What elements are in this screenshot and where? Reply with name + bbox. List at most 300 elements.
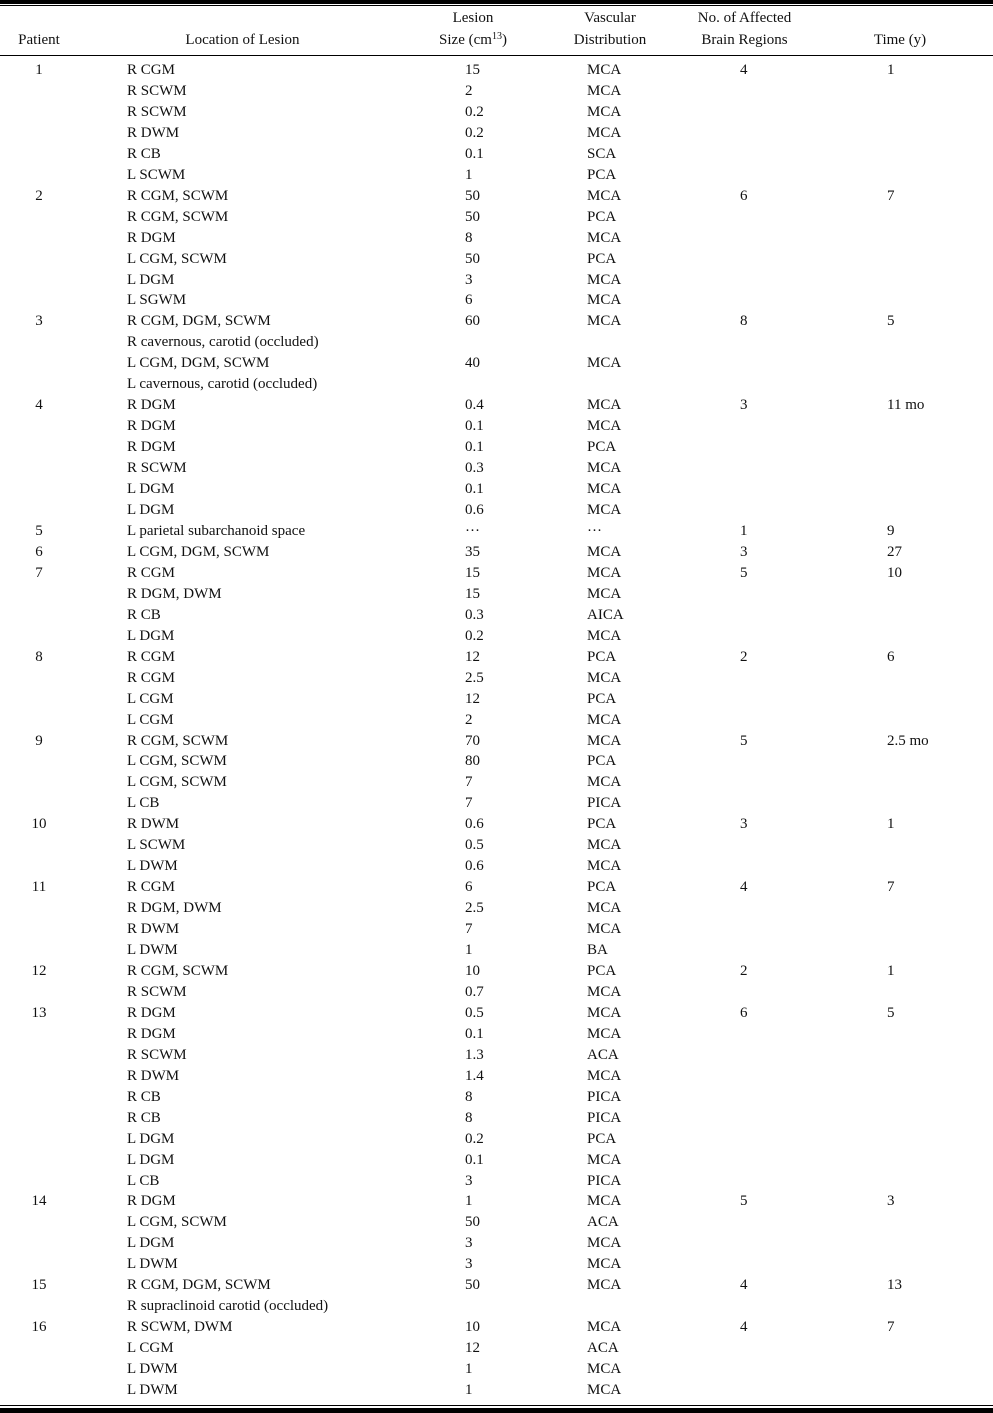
lesion-size-cell: 10 — [465, 962, 480, 979]
vascular-distribution-cell: MCA — [587, 837, 622, 854]
lesion-size-cell: 40 — [465, 355, 480, 372]
lesion-size-cell: 0.1 — [465, 1025, 484, 1042]
patient-cell: 11 — [31, 879, 47, 896]
lesion-size-cell: 0.1 — [465, 145, 484, 162]
location-cell: R SCWM — [127, 983, 187, 1000]
lesion-size-cell: 60 — [465, 313, 480, 330]
location-cell: R CB — [127, 145, 161, 162]
lesion-size-cell: 0.1 — [465, 418, 484, 435]
lesion-size-cell: 3 — [465, 1172, 473, 1189]
lesion-size-cell: 7 — [465, 774, 473, 791]
location-cell: L CGM — [127, 690, 174, 707]
table-row — [0, 1045, 993, 1066]
vascular-distribution-cell: PICA — [587, 795, 622, 812]
table-row — [0, 1233, 993, 1254]
table-row — [0, 81, 993, 102]
location-cell: R DWM — [127, 1067, 180, 1084]
table-bottom-rule-thick — [0, 1408, 993, 1413]
table-row — [0, 982, 993, 1003]
lesion-size-cell: 0.2 — [465, 627, 484, 644]
patient-cell: 13 — [31, 1004, 47, 1021]
location-cell: R CGM — [127, 62, 175, 78]
affected-regions-cell: 2 — [740, 648, 748, 665]
table-row — [0, 228, 993, 249]
header-location: Location of Lesion — [185, 32, 300, 48]
table-row — [0, 898, 993, 919]
table-row — [0, 605, 993, 626]
time-cell: 2.5 mo — [887, 732, 929, 749]
location-cell: R CGM, SCWM — [127, 187, 229, 204]
lesion-size-cell: 3 — [465, 1235, 473, 1252]
location-cell: R CGM — [127, 564, 175, 581]
affected-regions-cell: 1 — [740, 522, 748, 539]
patient-cell: 10 — [31, 816, 47, 833]
table-bottom-rule-thin — [0, 1405, 993, 1406]
vascular-distribution-cell: ACA — [587, 1340, 619, 1357]
table-row — [0, 940, 993, 961]
affected-regions-cell: 3 — [740, 816, 748, 833]
vascular-distribution-cell: PCA — [587, 962, 617, 979]
patient-cell: 1 — [35, 62, 43, 78]
lesion-size-cell: 1.4 — [465, 1067, 484, 1084]
vascular-distribution-cell: SCA — [587, 145, 617, 162]
vascular-distribution-cell: MCA — [587, 229, 622, 246]
vascular-distribution-cell: MCA — [587, 900, 622, 917]
table-row — [0, 710, 993, 731]
table-row — [0, 1359, 993, 1380]
affected-regions-cell: 8 — [740, 313, 748, 330]
vascular-distribution-cell: MCA — [587, 1067, 622, 1084]
location-cell: L SCWM — [127, 837, 186, 854]
location-cell: R CGM, SCWM — [127, 962, 229, 979]
header-vascular-distribution: Vascular Distribution — [573, 10, 647, 48]
lesion-size-cell: 0.1 — [465, 439, 484, 456]
vascular-distribution-cell: MCA — [587, 313, 622, 330]
location-cell: L parietal subarchanoid space — [127, 522, 306, 539]
table-row — [0, 60, 993, 81]
table-header — [0, 6, 993, 55]
location-cell: R DGM — [127, 439, 176, 456]
table-row — [0, 584, 993, 605]
location-cell: L CGM — [127, 1340, 174, 1357]
lesion-size-cell: 10 — [465, 1319, 480, 1336]
table-row — [0, 458, 993, 479]
table-row — [0, 1191, 993, 1212]
table-row — [0, 1066, 993, 1087]
location-cell: R DGM — [127, 1004, 176, 1021]
vascular-distribution-cell: ··· — [587, 522, 602, 539]
location-cell: L DGM — [127, 502, 175, 519]
header-patient: Patient — [18, 32, 60, 48]
location-cell: R DGM — [127, 1025, 176, 1042]
table-row — [0, 1254, 993, 1275]
vascular-distribution-cell: MCA — [587, 271, 622, 288]
time-cell: 5 — [887, 313, 895, 330]
location-cell: L DWM — [127, 1361, 178, 1378]
table-row — [0, 1380, 993, 1401]
patient-cell: 3 — [35, 313, 43, 330]
lesion-size-cell: 35 — [465, 543, 480, 560]
table-row — [0, 437, 993, 458]
location-cell: L CGM, SCWM — [127, 250, 227, 267]
location-cell: R DGM, DWM — [127, 900, 222, 917]
lesion-size-cell: 7 — [465, 795, 473, 812]
location-cell: R DWM — [127, 124, 180, 141]
location-cell: R DGM — [127, 1193, 176, 1210]
affected-regions-cell: 6 — [740, 187, 748, 204]
table-row — [0, 1296, 993, 1317]
vascular-distribution-cell: PCA — [587, 879, 617, 896]
lesion-size-cell: 50 — [465, 1214, 480, 1231]
lesion-size-cell: 50 — [465, 250, 480, 267]
location-cell: L DGM — [127, 1235, 175, 1252]
table-row — [0, 123, 993, 144]
lesion-size-cell: 0.7 — [465, 983, 484, 1000]
table-row — [0, 1150, 993, 1171]
lesion-size-cell: 0.6 — [465, 502, 484, 519]
affected-regions-cell: 3 — [740, 397, 748, 414]
vascular-distribution-cell: MCA — [587, 732, 622, 749]
patient-cell: 5 — [35, 522, 43, 539]
time-cell: 1 — [887, 816, 895, 833]
vascular-distribution-cell: MCA — [587, 1235, 622, 1252]
lesion-size-cell: 1 — [465, 1382, 473, 1399]
location-cell: R DGM — [127, 229, 176, 246]
location-cell: R CGM, DGM, SCWM — [127, 1277, 271, 1294]
vascular-distribution-cell: MCA — [587, 858, 622, 875]
lesion-size-cell: 0.3 — [465, 460, 484, 477]
table-row — [0, 1129, 993, 1150]
vascular-distribution-cell: MCA — [587, 585, 622, 602]
vascular-distribution-cell: MCA — [587, 774, 622, 791]
table-row — [0, 270, 993, 291]
lesion-size-cell: 15 — [465, 585, 480, 602]
vascular-distribution-cell: MCA — [587, 1256, 622, 1273]
table-row — [0, 1171, 993, 1192]
vascular-distribution-cell: PCA — [587, 250, 617, 267]
affected-regions-cell: 5 — [740, 1193, 748, 1210]
location-cell: L cavernous, carotid (occluded) — [127, 376, 318, 393]
time-cell: 7 — [887, 1319, 895, 1336]
vascular-distribution-cell: MCA — [587, 355, 622, 372]
header-rule — [0, 55, 993, 56]
table-row — [0, 835, 993, 856]
lesion-size-cell: 2 — [465, 82, 473, 99]
affected-regions-cell: 2 — [740, 962, 748, 979]
lesion-size-cell: 15 — [465, 564, 480, 581]
time-cell: 27 — [887, 543, 902, 560]
vascular-distribution-cell: MCA — [587, 124, 622, 141]
vascular-distribution-cell: PCA — [587, 690, 617, 707]
vascular-distribution-cell: AICA — [587, 606, 624, 623]
vascular-distribution-cell: MCA — [587, 1004, 622, 1021]
patient-cell: 16 — [31, 1319, 47, 1336]
table-row — [0, 374, 993, 395]
vascular-distribution-cell: MCA — [587, 292, 622, 309]
affected-regions-cell: 4 — [740, 1277, 748, 1294]
lesion-size-cell: 1 — [465, 1193, 473, 1210]
table-row — [0, 793, 993, 814]
location-cell: L DGM — [127, 627, 175, 644]
lesion-size-cell: 6 — [465, 879, 473, 896]
lesion-size-cell: 0.6 — [465, 816, 484, 833]
location-cell: R SCWM — [127, 82, 187, 99]
vascular-distribution-cell: MCA — [587, 627, 622, 644]
vascular-distribution-cell: MCA — [587, 669, 622, 686]
vascular-distribution-cell: PCA — [587, 753, 617, 770]
table-row — [0, 1108, 993, 1129]
location-cell: R SCWM — [127, 103, 187, 120]
lesion-size-cell: 0.5 — [465, 837, 484, 854]
table-row — [0, 395, 993, 416]
table-row — [0, 1338, 993, 1359]
location-cell: L CGM, SCWM — [127, 753, 227, 770]
table-row — [0, 751, 993, 772]
table-row — [0, 186, 993, 207]
lesion-size-cell: 6 — [465, 292, 473, 309]
lesion-size-cell: 0.2 — [465, 1130, 484, 1147]
table-row — [0, 144, 993, 165]
vascular-distribution-cell: MCA — [587, 711, 622, 728]
location-cell: R supraclinoid carotid (occluded) — [127, 1298, 329, 1315]
lesion-size-cell: 2.5 — [465, 900, 484, 917]
vascular-distribution-cell: MCA — [587, 103, 622, 120]
table-row — [0, 500, 993, 521]
time-cell: 1 — [887, 62, 895, 78]
vascular-distribution-cell: MCA — [587, 187, 622, 204]
table-row — [0, 1212, 993, 1233]
location-cell: R CGM — [127, 669, 175, 686]
lesion-size-cell: 0.4 — [465, 397, 484, 414]
lesion-size-cell: 3 — [465, 271, 473, 288]
lesion-size-cell: 1 — [465, 942, 473, 959]
time-cell: 13 — [887, 1277, 902, 1294]
vascular-distribution-cell: PCA — [587, 166, 617, 183]
location-cell: L DGM — [127, 1151, 175, 1168]
table-row — [0, 961, 993, 982]
location-cell: L CGM — [127, 711, 174, 728]
affected-regions-cell: 4 — [740, 62, 748, 78]
location-cell: L CB — [127, 795, 160, 812]
table-row — [0, 1087, 993, 1108]
location-cell: L CGM, SCWM — [127, 1214, 227, 1231]
patient-cell: 14 — [31, 1193, 47, 1210]
vascular-distribution-cell: MCA — [587, 543, 622, 560]
location-cell: L DGM — [127, 481, 175, 498]
location-cell: R CGM, SCWM — [127, 732, 229, 749]
lesion-size-cell: 0.3 — [465, 606, 484, 623]
vascular-distribution-cell: MCA — [587, 481, 622, 498]
table-top-rule-thick — [0, 0, 993, 4]
location-cell: L SCWM — [127, 166, 186, 183]
vascular-distribution-cell: MCA — [587, 82, 622, 99]
table-row — [0, 416, 993, 437]
lesion-size-cell: 2 — [465, 711, 473, 728]
lesion-size-cell: 15 — [465, 62, 480, 78]
header-time: Time (y) — [873, 32, 927, 48]
affected-regions-cell: 5 — [740, 732, 748, 749]
table-row — [0, 353, 993, 374]
location-cell: R DWM — [127, 816, 180, 833]
vascular-distribution-cell: MCA — [587, 983, 622, 1000]
table-row — [0, 856, 993, 877]
lesion-size-cell: 0.5 — [465, 1004, 484, 1021]
time-cell: 6 — [887, 648, 895, 665]
vascular-distribution-cell: PCA — [587, 648, 617, 665]
vascular-distribution-cell: MCA — [587, 418, 622, 435]
vascular-distribution-cell: MCA — [587, 1361, 622, 1378]
location-cell: L CGM, DGM, SCWM — [127, 543, 270, 560]
location-cell: R CB — [127, 1109, 161, 1126]
time-cell: 3 — [887, 1193, 895, 1210]
lesion-size-cell: 7 — [465, 921, 473, 938]
lesion-size-cell: 0.1 — [465, 481, 484, 498]
patient-cell: 7 — [35, 564, 43, 581]
location-cell: R cavernous, carotid (occluded) — [127, 334, 319, 351]
lesion-size-cell: 50 — [465, 1277, 480, 1294]
vascular-distribution-cell: PICA — [587, 1172, 622, 1189]
vascular-distribution-cell: MCA — [587, 1193, 622, 1210]
lesion-size-cell: 2.5 — [465, 669, 484, 686]
time-cell: 11 mo — [887, 397, 925, 414]
time-cell: 9 — [887, 522, 895, 539]
patient-cell: 15 — [31, 1277, 47, 1294]
table-row — [0, 332, 993, 353]
table-row — [0, 1024, 993, 1045]
lesion-size-cell: 80 — [465, 753, 480, 770]
location-cell: L CGM, SCWM — [127, 774, 227, 791]
location-cell: L DGM — [127, 1130, 175, 1147]
vascular-distribution-cell: MCA — [587, 502, 622, 519]
table-row — [0, 1275, 993, 1296]
vascular-distribution-cell: MCA — [587, 1382, 622, 1399]
time-cell: 1 — [887, 962, 895, 979]
location-cell: R CGM — [127, 648, 175, 665]
table-row — [0, 877, 993, 898]
location-cell: L SGWM — [127, 292, 187, 309]
table-row — [0, 311, 993, 332]
table-row — [0, 102, 993, 123]
lesion-size-cell: 70 — [465, 732, 480, 749]
table-body — [0, 60, 993, 1401]
location-cell: R DGM — [127, 418, 176, 435]
vascular-distribution-cell: PICA — [587, 1088, 622, 1105]
lesion-size-cell: 0.6 — [465, 858, 484, 875]
location-cell: L DWM — [127, 858, 178, 875]
header-lesion-size: Lesion Size $(cm^{13})$ — [439, 10, 507, 48]
lesion-size-cell: 50 — [465, 208, 480, 225]
time-cell: 7 — [887, 187, 895, 204]
vascular-distribution-cell: MCA — [587, 62, 622, 78]
vascular-distribution-cell: MCA — [587, 564, 622, 581]
lesion-size-cell: 0.2 — [465, 124, 484, 141]
vascular-distribution-cell: PCA — [587, 1130, 617, 1147]
vascular-distribution-cell: PCA — [587, 816, 617, 833]
table-row — [0, 479, 993, 500]
table-row — [0, 542, 993, 563]
table-row — [0, 249, 993, 270]
table-row — [0, 647, 993, 668]
location-cell: L CGM, DGM, SCWM — [127, 355, 270, 372]
lesion-size-cell: 12 — [465, 648, 480, 665]
location-cell: L DWM — [127, 942, 178, 959]
lesion-size-cell: 3 — [465, 1256, 473, 1273]
lesion-size-cell: 8 — [465, 1088, 473, 1105]
vascular-distribution-cell: MCA — [587, 1151, 622, 1168]
vascular-distribution-cell: MCA — [587, 1025, 622, 1042]
time-cell: 5 — [887, 1004, 895, 1021]
location-cell: L DWM — [127, 1256, 178, 1273]
affected-regions-cell: 3 — [740, 543, 748, 560]
patient-cell: 2 — [35, 187, 43, 204]
table-row — [0, 1003, 993, 1024]
lesion-size-cell: 50 — [465, 187, 480, 204]
table-row — [0, 563, 993, 584]
table-row — [0, 626, 993, 647]
table-row — [0, 668, 993, 689]
table-row — [0, 1317, 993, 1338]
vascular-distribution-cell: ACA — [587, 1214, 619, 1231]
lesion-size-cell: 12 — [465, 1340, 480, 1357]
lesion-size-cell: 8 — [465, 1109, 473, 1126]
location-cell: R DWM — [127, 921, 180, 938]
location-cell: L DWM — [127, 1382, 178, 1399]
lesion-size-cell: 0.2 — [465, 103, 484, 120]
table-row — [0, 919, 993, 940]
time-cell: 7 — [887, 879, 895, 896]
lesion-size-cell: 1 — [465, 166, 473, 183]
location-cell: L CB — [127, 1172, 160, 1189]
location-cell: R SCWM — [127, 1046, 187, 1063]
table-row — [0, 207, 993, 228]
vascular-distribution-cell: PCA — [587, 439, 617, 456]
location-cell: R CGM — [127, 879, 175, 896]
lesion-size-cell: 8 — [465, 229, 473, 246]
patient-cell: 4 — [35, 397, 43, 414]
location-cell: R DGM, DWM — [127, 585, 222, 602]
location-cell: R SCWM, DWM — [127, 1319, 233, 1336]
table-row — [0, 165, 993, 186]
affected-regions-cell: 5 — [740, 564, 748, 581]
lesion-size-cell: 1 — [465, 1361, 473, 1378]
table-row — [0, 814, 993, 835]
patient-cell: 6 — [35, 543, 43, 560]
table-row — [0, 521, 993, 542]
lesion-size-cell: 0.1 — [465, 1151, 484, 1168]
vascular-distribution-cell: MCA — [587, 1319, 622, 1336]
location-cell: R SCWM — [127, 460, 187, 477]
vascular-distribution-cell: BA — [587, 942, 608, 959]
table-row — [0, 772, 993, 793]
location-cell: R CB — [127, 1088, 161, 1105]
location-cell: L DGM — [127, 271, 175, 288]
affected-regions-cell: 4 — [740, 1319, 748, 1336]
lesion-size-cell: 12 — [465, 690, 480, 707]
vascular-distribution-cell: MCA — [587, 921, 622, 938]
vascular-distribution-cell: PCA — [587, 208, 617, 225]
patient-cell: 12 — [31, 962, 47, 979]
patient-cell: 9 — [35, 732, 43, 749]
location-cell: R DGM — [127, 397, 176, 414]
location-cell: R CB — [127, 606, 161, 623]
header-affected-regions: No. of Affected Brain Regions — [697, 10, 792, 48]
lesion-size-cell: 1.3 — [465, 1046, 484, 1063]
time-cell: 10 — [887, 564, 902, 581]
vascular-distribution-cell: MCA — [587, 460, 622, 477]
location-cell: R CGM, SCWM — [127, 208, 229, 225]
table-row — [0, 689, 993, 710]
patient-cell: 8 — [35, 648, 43, 665]
